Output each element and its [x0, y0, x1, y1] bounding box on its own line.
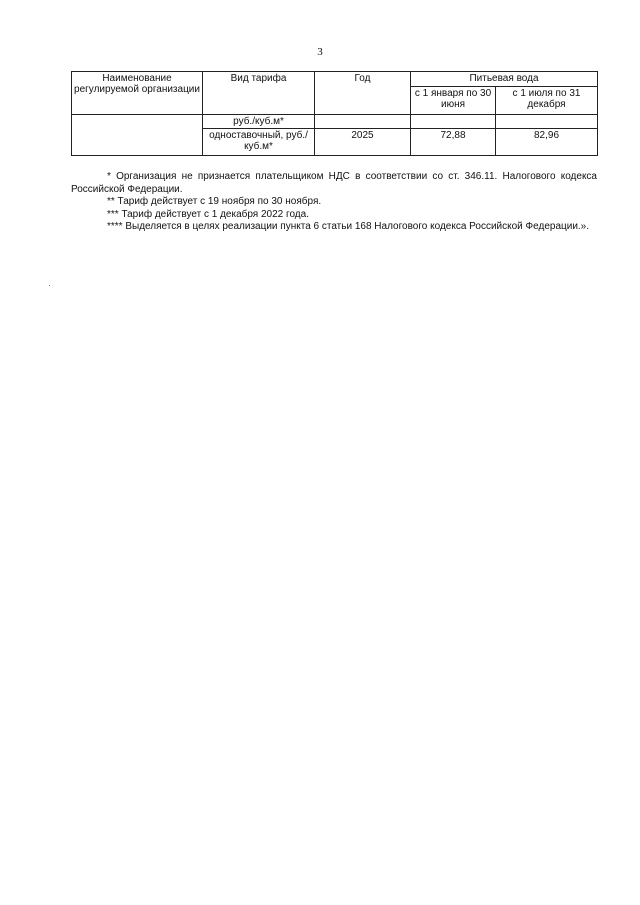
- footnote-tariff-december: *** Тариф действует с 1 декабря 2022 года.: [107, 208, 309, 220]
- cell-tariff-type: одноставочный, руб./куб.м*: [203, 129, 315, 156]
- header-period-2: с 1 июля по 31 декабря: [496, 86, 598, 114]
- footnote-tariff-november: ** Тариф действует с 19 ноября по 30 ноября.: [107, 196, 322, 207]
- footnotes: [71, 171, 597, 234]
- header-drinking-water: Питьевая вода: [411, 72, 598, 87]
- cell-year: 2025: [315, 129, 411, 156]
- cell-period-1: [411, 115, 496, 129]
- cell-period-2: [496, 115, 598, 129]
- cell-organization: [72, 115, 203, 156]
- scan-speck: [49, 285, 50, 286]
- header-tariff-type: Вид тарифа: [203, 72, 315, 115]
- cell-period-2: 82,96: [496, 129, 598, 156]
- cell-tariff-type: руб./куб.м*: [203, 115, 315, 129]
- cell-period-1: 72,88: [411, 129, 496, 156]
- cell-year: [315, 115, 411, 129]
- page-number: 3: [317, 46, 323, 58]
- tariff-table: [71, 71, 598, 156]
- table-header-row: [72, 72, 598, 87]
- header-organization: Наименование регулируемой организации: [72, 72, 203, 115]
- header-year: Год: [315, 72, 411, 115]
- table-row: [72, 115, 598, 129]
- footnote-tax-code: **** Выделяется в целях реализации пункта 6 статьи 168 Налогового кодекса Российской Федерации.».: [107, 221, 590, 232]
- footnote-vat: * Организация не признается плательщиком НДС в соответствии со ст. 346.11. Налогового кодекса Российской Федерации.: [71, 171, 597, 195]
- header-period-1: с 1 января по 30 июня: [411, 86, 496, 114]
